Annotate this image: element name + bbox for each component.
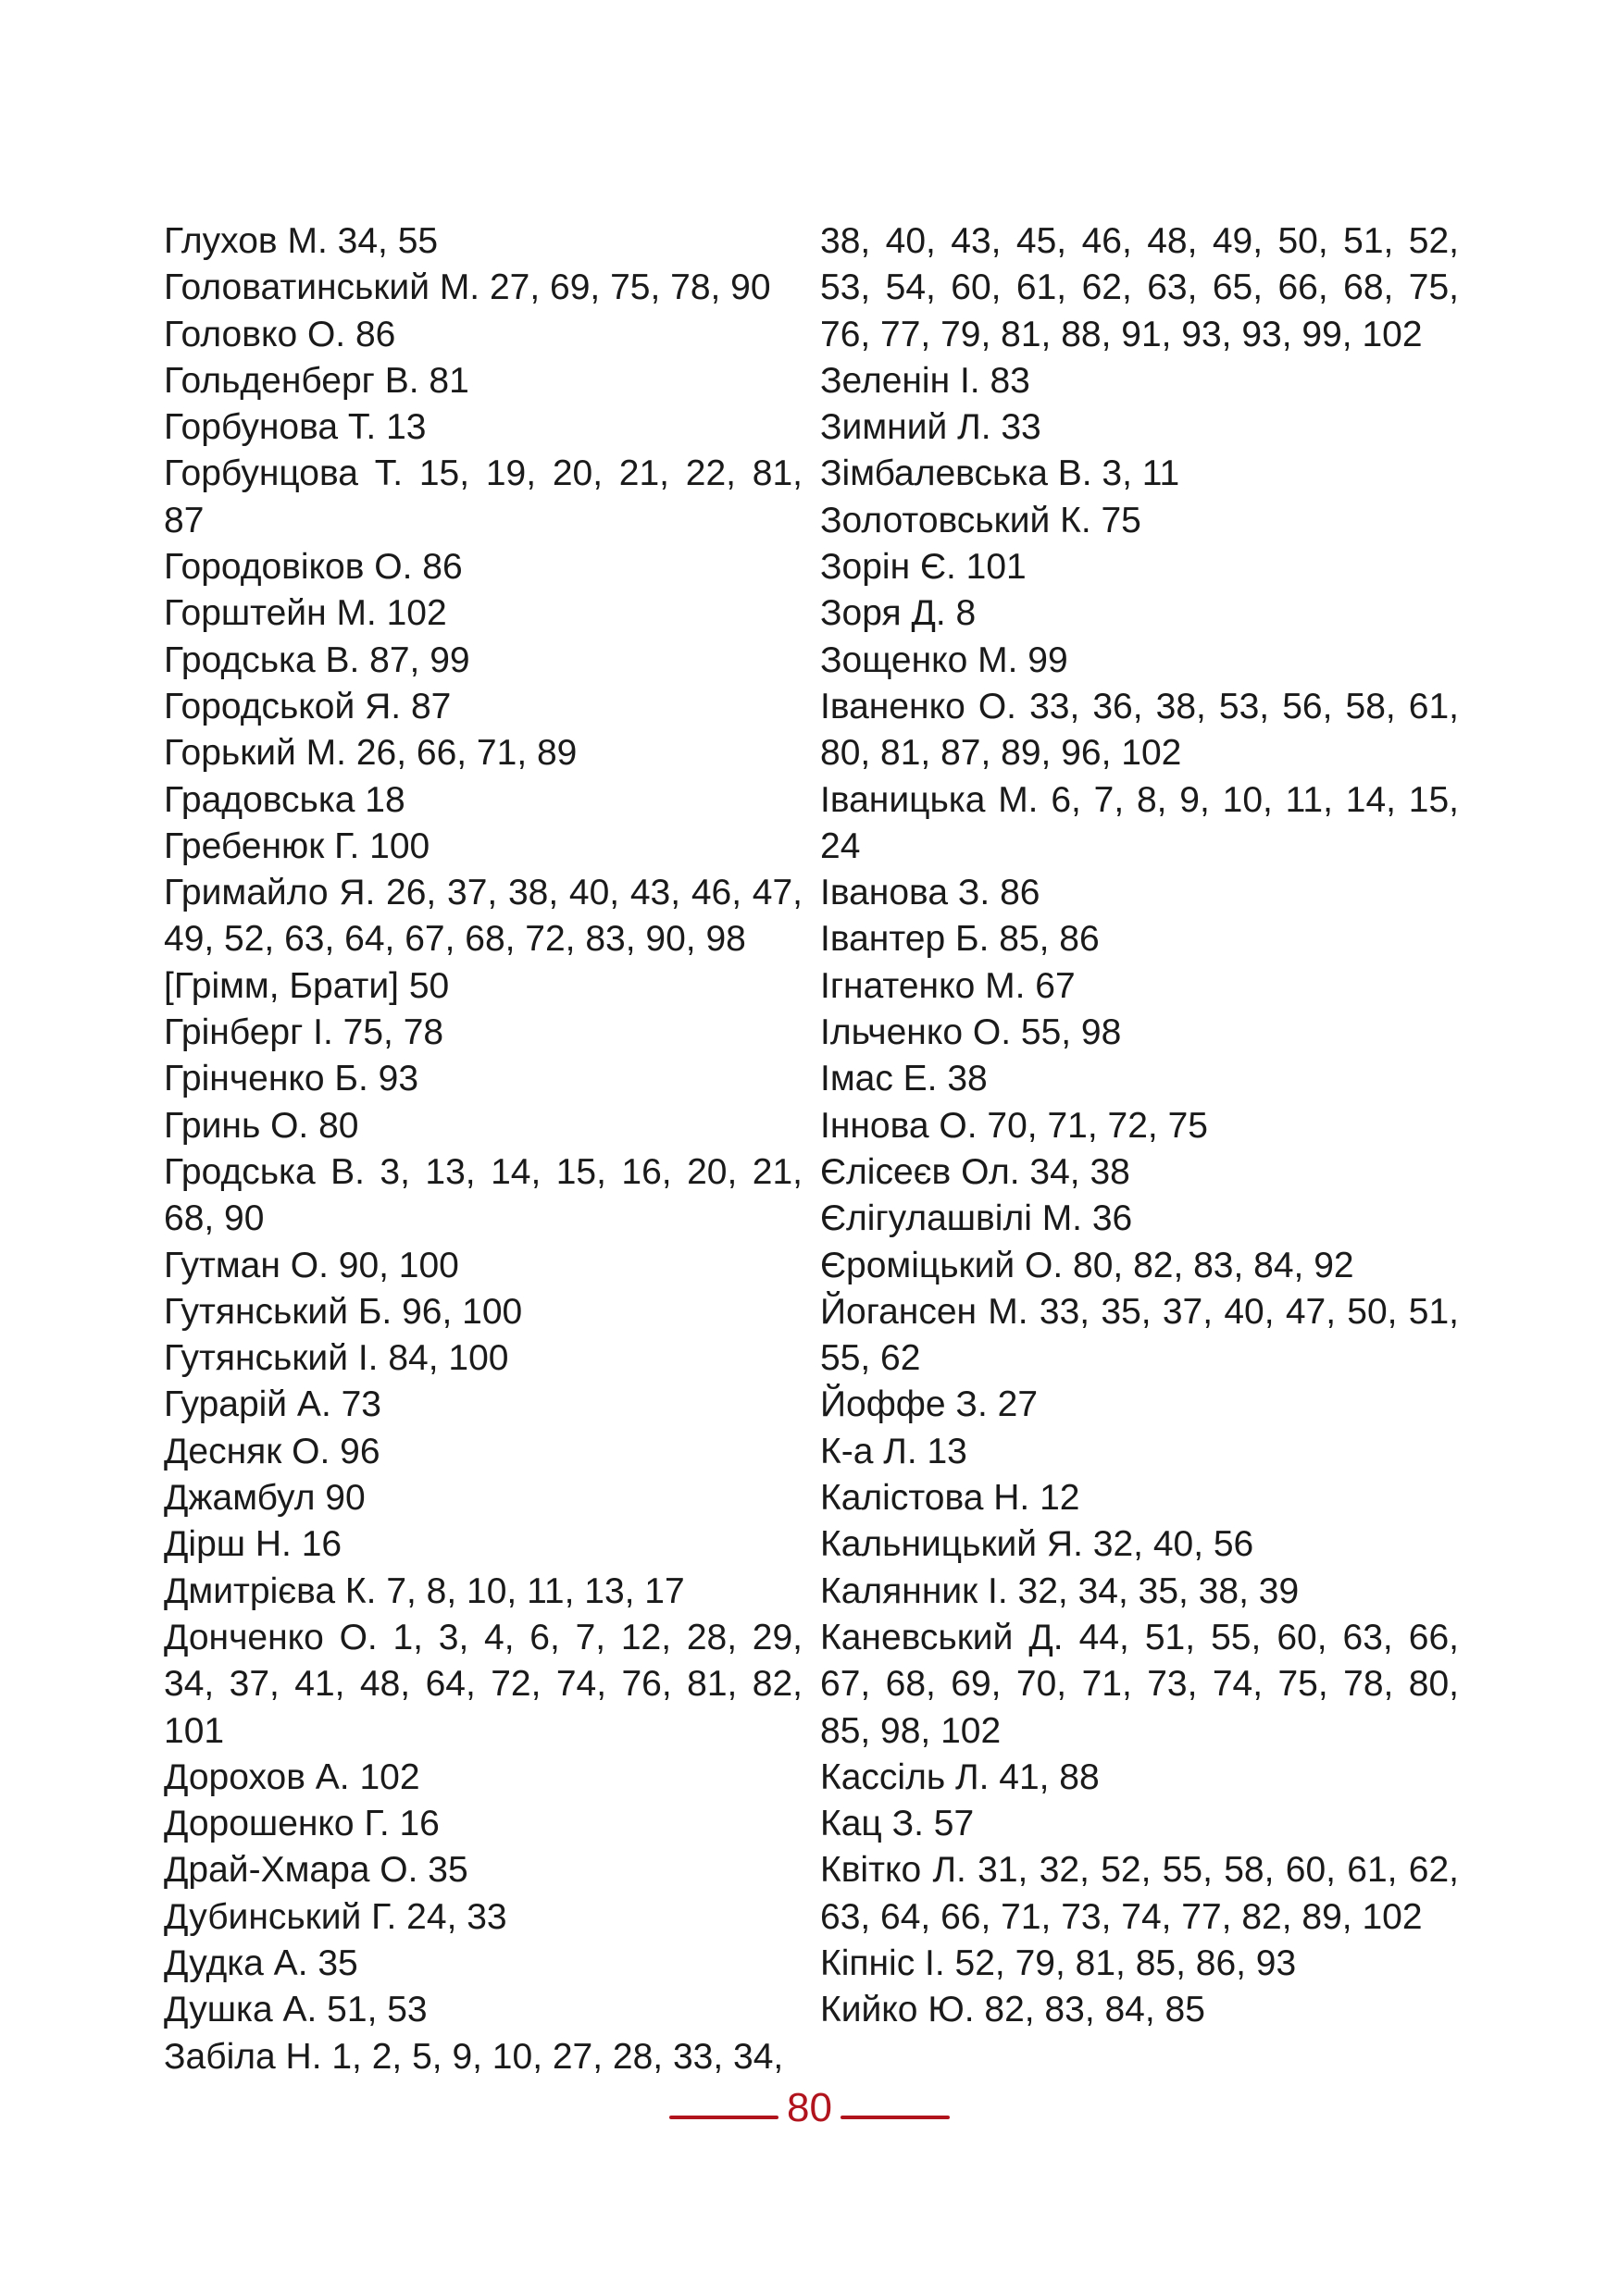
index-entry: Калістова Н. 12 <box>820 1478 1080 1519</box>
index-entry: Кіпніс І. 52, 79, 81, 85, 86, 93 <box>820 1942 1297 1983</box>
index-entry: Зимний Л. 33 <box>820 407 1041 448</box>
index-entry: Горький М. 26, 66, 71, 89 <box>164 733 578 774</box>
index-entry: Джамбул 90 <box>164 1478 366 1519</box>
index-entry: Головко О. 86 <box>164 314 396 354</box>
footer-rule-right <box>841 2116 950 2119</box>
index-entry: Глухов М. 34, 55 <box>164 221 439 261</box>
index-entry: Забіла Н. 1, 2, 5, 9, 10, 27, 28, 33, 34, <box>164 2036 784 2077</box>
index-entry: Зоря Д. 8 <box>820 593 977 634</box>
index-entry: Імас Е. 38 <box>820 1059 988 1099</box>
index-entry: Калянник І. 32, 34, 35, 38, 39 <box>820 1570 1300 1611</box>
index-entry: Гринь О. 80 <box>164 1105 359 1146</box>
index-entry: Гродська В. 87, 99 <box>164 639 470 680</box>
index-entry: Зімбалевська В. 3, 11 <box>820 453 1180 494</box>
index-entry: Горбунцова Т. 15, 19, 20, 21, 22, 81, 87 <box>164 453 803 540</box>
index-entry: Грінченко Б. 93 <box>164 1059 419 1099</box>
index-entry: Горбунова Т. 13 <box>164 407 427 448</box>
index-entry: Каневський Д. 44, 51, 55, 60, 63, 66, 67, 68, 69, 70, 71, 73, 74, 75, 78, 80, 85, 98, 102 <box>820 1617 1459 1751</box>
index-entry: Кац З. 57 <box>820 1804 975 1844</box>
footer-rule-left <box>669 2116 778 2119</box>
index-entry: Гутянський Б. 96, 100 <box>164 1291 523 1332</box>
index-entry: Дмитрієва К. 7, 8, 10, 11, 13, 17 <box>164 1570 685 1611</box>
index-column-left <box>164 218 803 2080</box>
index-entry: Головатинський М. 27, 69, 75, 78, 90 <box>164 267 771 308</box>
index-entry: Йоффе З. 27 <box>820 1384 1039 1425</box>
index-entry: Ільченко О. 55, 98 <box>820 1012 1122 1053</box>
index-entry: Кассіль Л. 41, 88 <box>820 1756 1100 1797</box>
index-entry: Єлігулашвілі М. 36 <box>820 1198 1133 1239</box>
index-entry: К-а Л. 13 <box>820 1431 967 1471</box>
index-entry: Душка А. 51, 53 <box>164 1990 428 2030</box>
index-entry: Зеленін І. 83 <box>820 360 1030 401</box>
index-entry: Кийко Ю. 82, 83, 84, 85 <box>820 1990 1205 2030</box>
index-entry: Кальницький Я. 32, 40, 56 <box>820 1524 1254 1565</box>
index-entry: Іннова О. 70, 71, 72, 75 <box>820 1105 1208 1146</box>
index-entry: Квітко Л. 31, 32, 52, 55, 58, 60, 61, 62, 63, 64, 66, 71, 73, 74, 77, 82, 89, 102 <box>820 1850 1459 1937</box>
index-entry: Донченко О. 1, 3, 4, 6, 7, 12, 28, 29, 34, 37, 41, 48, 64, 72, 74, 76, 81, 82, 101 <box>164 1617 803 1751</box>
index-entry: Золотовський К. 75 <box>820 500 1141 540</box>
index-entry: Десняк О. 96 <box>164 1431 380 1471</box>
index-entry: Іваненко О. 33, 36, 38, 53, 56, 58, 61, 80, 81, 87, 89, 96, 102 <box>820 686 1459 774</box>
index-entry: Градовська 18 <box>164 779 405 820</box>
index-entry: Іваницька М. 6, 7, 8, 9, 10, 11, 14, 15, 24 <box>820 779 1459 866</box>
index-entry: Гольденберг В. 81 <box>164 360 469 401</box>
index-entry: Гримайло Я. 26, 37, 38, 40, 43, 46, 47, 49, 52, 63, 64, 67, 68, 72, 83, 90, 98 <box>164 873 803 960</box>
index-entry: Гутянський І. 84, 100 <box>164 1338 509 1379</box>
index-entry: Дубинський Г. 24, 33 <box>164 1896 507 1937</box>
index-entry: Дорохов А. 102 <box>164 1756 420 1797</box>
index-column-right <box>820 218 1459 2034</box>
index-entry: Ігнатенко М. 67 <box>820 965 1076 1006</box>
index-entry: Дорошенко Г. 16 <box>164 1804 440 1844</box>
index-entry: Дірш Н. 16 <box>164 1524 342 1565</box>
index-entry: Гребенюк Г. 100 <box>164 825 430 866</box>
index-entry: Городськой Я. 87 <box>164 686 452 726</box>
index-entry: Гурарій А. 73 <box>164 1384 381 1425</box>
index-entry: Зорін Є. 101 <box>820 547 1027 588</box>
index-entry: Івантер Б. 85, 86 <box>820 919 1100 960</box>
index-entry: Зощенко М. 99 <box>820 639 1068 680</box>
index-entry: Єроміцький О. 80, 82, 83, 84, 92 <box>820 1245 1354 1285</box>
index-entry: Дудка А. 35 <box>164 1942 358 1983</box>
index-entry: Йогансен М. 33, 35, 37, 40, 47, 50, 51, 55, 62 <box>820 1291 1459 1379</box>
index-entry: Гродська В. 3, 13, 14, 15, 16, 20, 21, 68, 90 <box>164 1151 803 1239</box>
index-entry: Іванова З. 86 <box>820 873 1040 913</box>
index-entry: Гутман О. 90, 100 <box>164 1245 459 1285</box>
index-entry: Єлісеєв Ол. 34, 38 <box>820 1151 1130 1192</box>
index-entry: Грінберг І. 75, 78 <box>164 1012 444 1053</box>
index-entry: [Грімм, Брати] 50 <box>164 965 450 1006</box>
index-entry: Городовіков О. 86 <box>164 547 463 588</box>
index-entry: Драй-Хмара О. 35 <box>164 1850 468 1891</box>
index-entry: 38, 40, 43, 45, 46, 48, 49, 50, 51, 52, 53, 54, 60, 61, 62, 63, 65, 66, 68, 75, 76, 77, 79, 81, 88, 91, 93, 93, 99, 102 <box>820 221 1459 354</box>
index-entry: Горштейн М. 102 <box>164 593 447 634</box>
page-number: 80 <box>787 2085 832 2130</box>
